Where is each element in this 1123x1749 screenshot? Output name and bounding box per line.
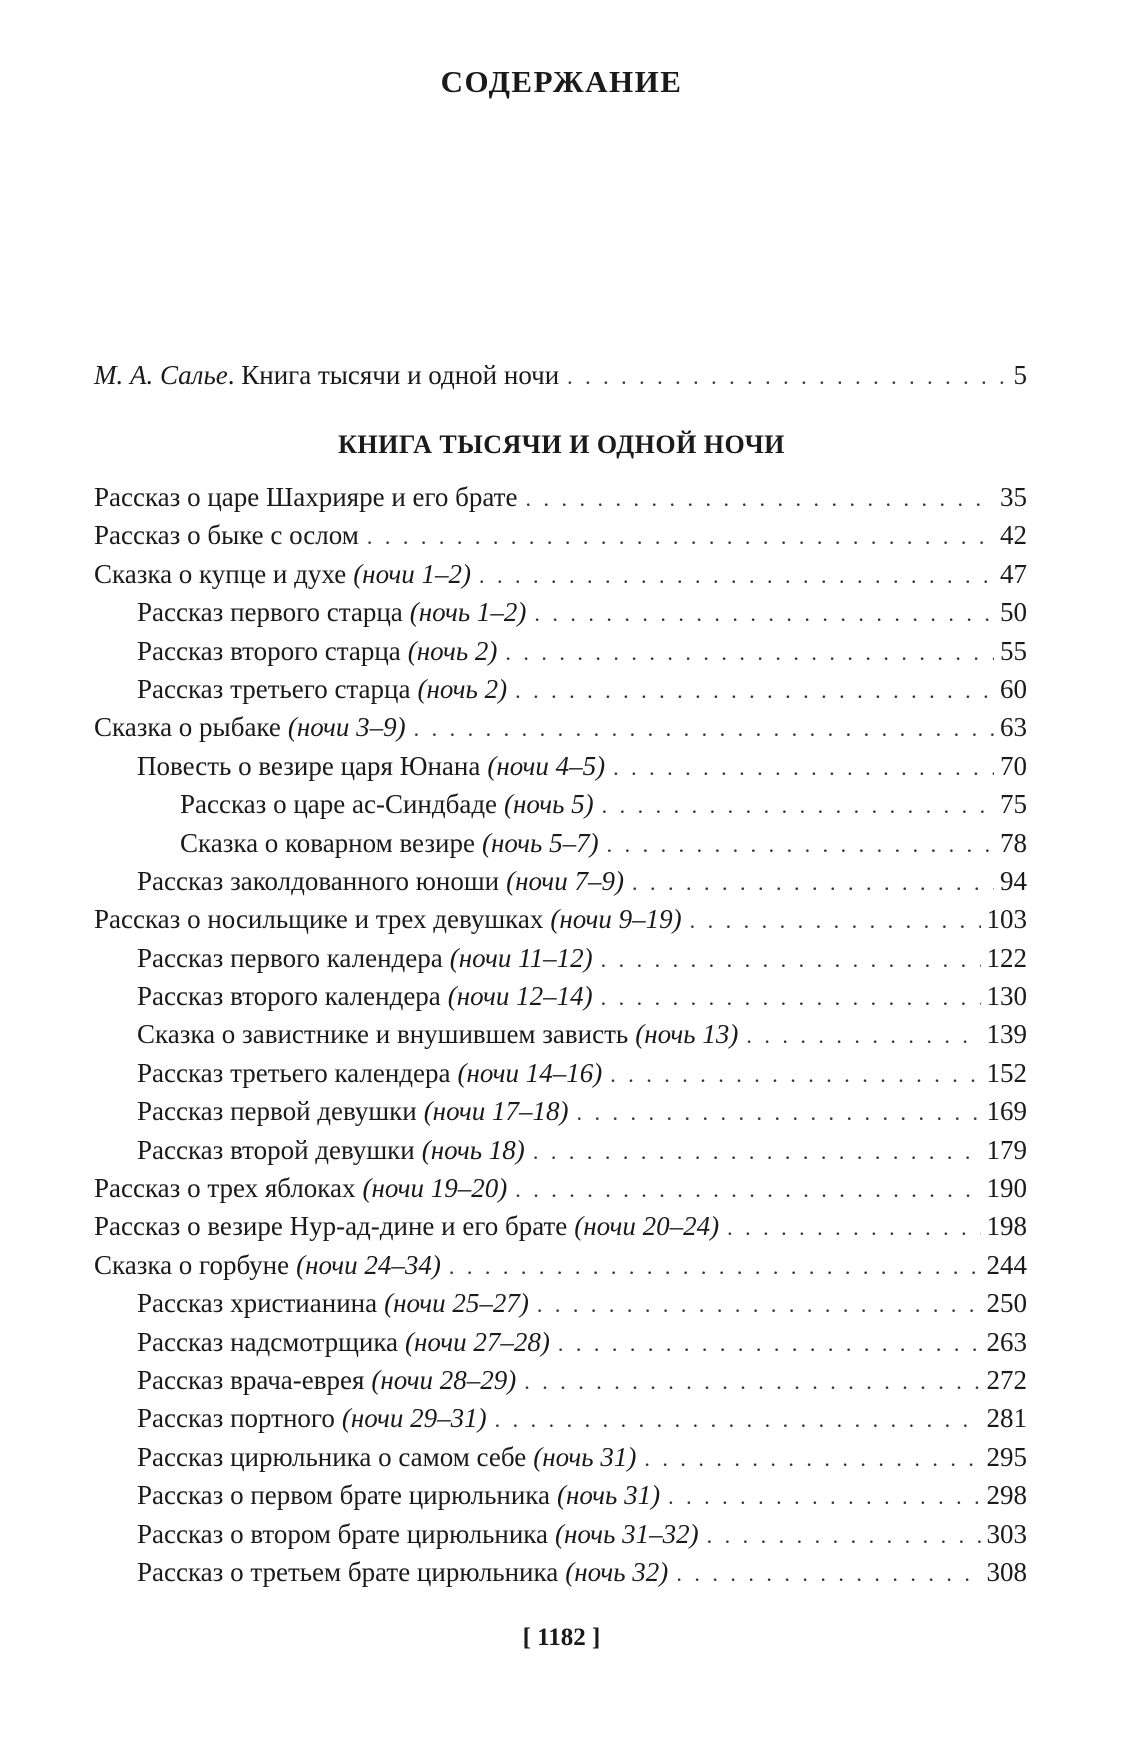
toc-entry[interactable] [94,708,1027,746]
entry-title: Рассказ христианина [137,1288,378,1319]
entry-title: Рассказ второй девушки [137,1134,415,1165]
toc-entry[interactable] [94,747,1027,785]
entry-title: Рассказ о втором брате цирюльника [137,1518,548,1549]
toc-entry[interactable] [94,1284,1027,1322]
dot-leader [367,518,994,556]
entry-nights: (ночи 29–31) [341,1403,487,1434]
toc-entry[interactable] [94,824,1027,862]
dot-leader [668,1478,980,1516]
entry-page: 42 [1000,520,1027,551]
dot-leader [533,1133,981,1171]
page-title: СОДЕРЖАНИЕ [440,64,683,99]
dot-leader [601,941,981,979]
entry-nights: (ночь 1–2) [409,597,527,628]
entry-nights: (ночи 7–9) [506,865,624,896]
toc-entry[interactable] [94,1207,1027,1245]
dot-leader [524,1363,980,1401]
toc-entry[interactable] [94,1092,1027,1130]
entry-page: 263 [986,1326,1027,1357]
entry-title [94,356,559,394]
entry-page: 303 [986,1518,1027,1549]
entry-page: 35 [1000,482,1027,512]
entry-page: 244 [986,1249,1027,1280]
toc-entry[interactable] [94,478,1027,516]
toc-entry[interactable] [94,977,1027,1015]
toc-entry[interactable] [94,1399,1027,1437]
dot-leader [602,787,994,825]
entry-title: Повесть о везире царя Юнана [137,750,481,781]
entry-nights: (ночь 18) [421,1134,525,1165]
dot-leader [676,1555,980,1593]
entry-page: 295 [986,1441,1027,1472]
entry-nights: (ночь 5–7) [481,827,599,858]
entry-nights: (ночи 14–16) [457,1057,603,1088]
entry-title: Рассказ о первом брате цирюльника [137,1480,550,1511]
toc-entry[interactable] [94,1131,1027,1169]
toc-entry[interactable] [94,939,1027,977]
entry-page: 130 [986,981,1027,1012]
entry-title: Рассказ первого календера [137,942,443,973]
entry-nights: (ночи 24–34) [296,1249,441,1280]
entry-title: Рассказ цирюльника о самом себе [137,1441,527,1472]
toc-entry[interactable] [94,900,1027,938]
entry-nights: (ночи 4–5) [487,750,606,781]
dot-leader [525,480,994,518]
entry-nights: (ночи 11–12) [449,942,593,973]
entry-nights: (ночи 27–28) [405,1326,550,1357]
entry-title: Рассказ о третьем брате цирюльника [137,1556,559,1587]
entry-nights: (ночи 1–2) [353,558,471,589]
entry-title: Рассказ о носильщике и трех девушках [94,904,544,935]
toc-entry[interactable] [94,1361,1027,1399]
toc-entry[interactable] [94,1054,1027,1092]
toc-entry[interactable] [94,1438,1027,1476]
toc-entry[interactable] [94,1553,1027,1591]
dot-leader [505,634,994,672]
entry-title: Сказка о завистнике и внушившем зависть [137,1019,629,1050]
entry-title: Рассказ портного [137,1403,335,1434]
dot-leader [727,1209,980,1247]
dot-leader [414,710,994,748]
entry-page: 94 [1000,865,1027,896]
dot-leader [690,902,981,940]
entry-page: 169 [986,1096,1027,1127]
entry-page: 5 [1013,360,1027,390]
entry-nights: (ночь 31) [533,1441,637,1472]
toc-entry[interactable] [94,593,1027,631]
entry-title: Рассказ о везире Нур-ад-дине и его брате [94,1211,568,1242]
dot-leader [613,749,994,787]
toc-entry[interactable] [94,670,1027,708]
entry-page: 55 [1000,635,1027,666]
dot-leader [607,826,994,864]
entry-page: 50 [1000,597,1027,628]
page-number: [ 1182 ] [522,1624,601,1651]
entry-title: Рассказ третьего календера [137,1057,451,1088]
entry-nights: (ночь 13) [635,1019,739,1050]
toc-entry[interactable] [94,632,1027,670]
entry-title: Рассказ заколдованного юноши [137,865,500,896]
dot-leader [746,1017,980,1055]
entry-nights: (ночи 12–14) [447,981,593,1012]
dot-leader [449,1248,981,1286]
entry-title: Рассказ о быке с ослом [94,520,359,551]
section-heading: КНИГА ТЫСЯЧИ И ОДНОЙ НОЧИ [338,430,785,459]
entry-page: 78 [1000,827,1027,858]
entry-title: Рассказ второго старца [137,635,401,666]
entry-page: 198 [986,1211,1027,1242]
entry-page: 63 [1000,712,1027,743]
entry-page: 308 [986,1556,1027,1587]
dot-leader [610,1056,980,1094]
toc-entry[interactable] [94,1246,1027,1284]
toc-entry[interactable] [94,516,1027,554]
entry-nights: (ночь 32) [565,1556,669,1587]
entry-page: 47 [1000,558,1027,589]
toc-entry[interactable] [94,1169,1027,1207]
entry-title-text: . Книга тысячи и одной ночи [227,360,560,390]
entry-title: Рассказ первой девушки [137,1096,417,1127]
entry-nights: (ночи 19–20) [362,1173,508,1204]
entry-page: 281 [986,1403,1027,1434]
dot-leader [515,672,994,710]
entry-title: Рассказ второго календера [137,981,441,1012]
entry-page: 152 [986,1057,1027,1088]
entry-title: Рассказ врача-еврея [137,1364,365,1395]
toc-entry[interactable] [94,862,1027,900]
entry-title: Рассказ о царе ас-Синдбаде [180,789,498,820]
entry-nights: (ночь 2) [417,673,508,704]
entry-page: 122 [986,942,1027,973]
toc-entry[interactable] [94,785,1027,823]
entry-page: 190 [986,1173,1027,1204]
entry-page: 60 [1000,673,1027,704]
entry-page: 298 [986,1480,1027,1511]
entry-nights: (ночи 25–27) [384,1288,529,1319]
dot-leader [707,1517,981,1555]
entry-nights: (ночи 3–9) [287,712,406,743]
dot-leader [632,864,994,902]
toc-entry[interactable] [94,1015,1027,1053]
entry-title: Рассказ о трех яблоках [94,1173,356,1204]
entry-page: 70 [1000,750,1027,781]
entry-page: 179 [986,1134,1027,1165]
toc-entry[interactable] [94,1515,1027,1553]
entry-title: Сказка о рыбаке [94,712,281,743]
entry-nights: (ночи 28–29) [371,1364,517,1395]
toc-entry[interactable] [94,1323,1027,1361]
entry-nights: (ночь 5) [504,789,594,820]
entry-title: Рассказ о царе Шахрияре и его брате [94,482,518,512]
dot-leader [601,979,981,1017]
entry-page: 103 [986,904,1027,935]
entry-nights: (ночи 20–24) [574,1211,720,1242]
entry-nights: (ночи 9–19) [550,904,682,935]
entry-nights: (ночи 17–18) [423,1096,569,1127]
dot-leader [567,358,1007,396]
entry-title: Сказка о коварном везире [180,827,475,858]
entry-page: 250 [986,1288,1027,1319]
toc-list [94,478,1027,1591]
entry-title: Сказка о горбуне [94,1249,290,1280]
dot-leader [495,1401,981,1439]
toc-entry[interactable] [94,555,1027,593]
entry-nights: (ночь 31) [556,1480,661,1511]
entry-title: Сказка о купце и духе [94,558,347,589]
dot-leader [644,1440,980,1478]
toc-intro-entry[interactable] [94,356,1027,394]
entry-nights: (ночь 2) [407,635,498,666]
dot-leader [534,595,994,633]
entry-title: Рассказ первого старца [137,597,403,628]
dot-leader [515,1171,980,1209]
dot-leader [558,1325,981,1363]
entry-page: 75 [1000,789,1027,820]
toc-entry[interactable] [94,1476,1027,1514]
entry-nights: (ночь 31–32) [555,1518,699,1549]
entry-title: Рассказ надсмотрщика [137,1326,399,1357]
entry-author: М. А. Салье [94,360,228,390]
entry-page: 139 [986,1019,1027,1050]
dot-leader [577,1094,981,1132]
dot-leader [479,557,994,595]
entry-page: 272 [986,1364,1027,1395]
entry-title: Рассказ третьего старца [137,673,411,704]
dot-leader [537,1286,981,1324]
